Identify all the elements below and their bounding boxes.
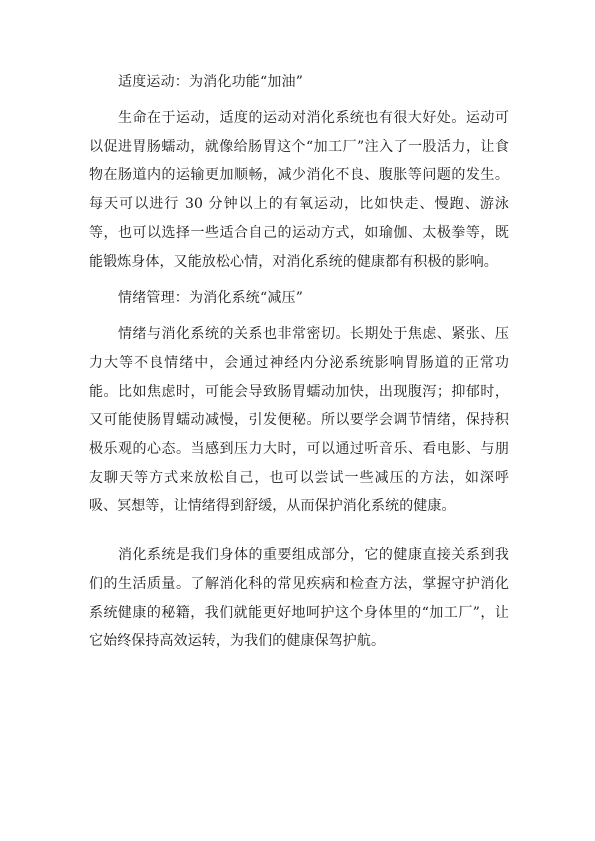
paragraph-spacer [89, 529, 509, 541]
section-heading-emotion: 情绪管理：为消化系统“减压” [118, 290, 304, 307]
section-heading-exercise: 适度运动：为消化功能“加油” [118, 74, 304, 90]
section-paragraph-exercise: 生命在于运动，适度的运动对消化系统也有很大好处。运动可以促进胃肠蠕动，就像给肠胃这个“加工厂”注入了一股活力，让食物在肠道内的运输更加顺畅，减少消化不良、腹胀等问题的发生。每天可以进行 30 分钟以上的有氧运动，比如快走、慢跑、游泳等，也可以选择一些适合自己的运动方式，如瑜伽、太极拳等，既能锻炼身体，又能放松心情，对消化系统的健康都有积极的影响。 [89, 110, 509, 270]
section-paragraph-emotion: 情绪与消化系统的关系也非常密切。长期处于焦虑、紧张、压力大等不良情绪中，会通过神经内分泌系统影响胃肠道的正常功能。比如焦虑时，可能会导致肠胃蠕动加快，出现腹泻；抑郁时，又可能使肠胃蠕动减慢，引发便秘。所以要学会调节情绪，保持积极乐观的心态。当感到压力大时，可以通过听音乐、看电影、与朋友聊天等方式来放松自己，也可以尝试一些减压的方法，如深呼吸、冥想等，让情绪得到舒缓，从而保护消化系统的健康。 [89, 326, 509, 515]
conclusion-paragraph: 消化系统是我们身体的重要组成部分，它的健康直接关系到我们的生活质量。了解消化科的常见疾病和检查方法，掌握守护消化系统健康的秘籍，我们就能更好地呵护这个身体里的“加工厂”，让它始终保持高效运转，为我们的健康保驾护航。 [89, 547, 509, 650]
document-body [89, 68, 509, 656]
